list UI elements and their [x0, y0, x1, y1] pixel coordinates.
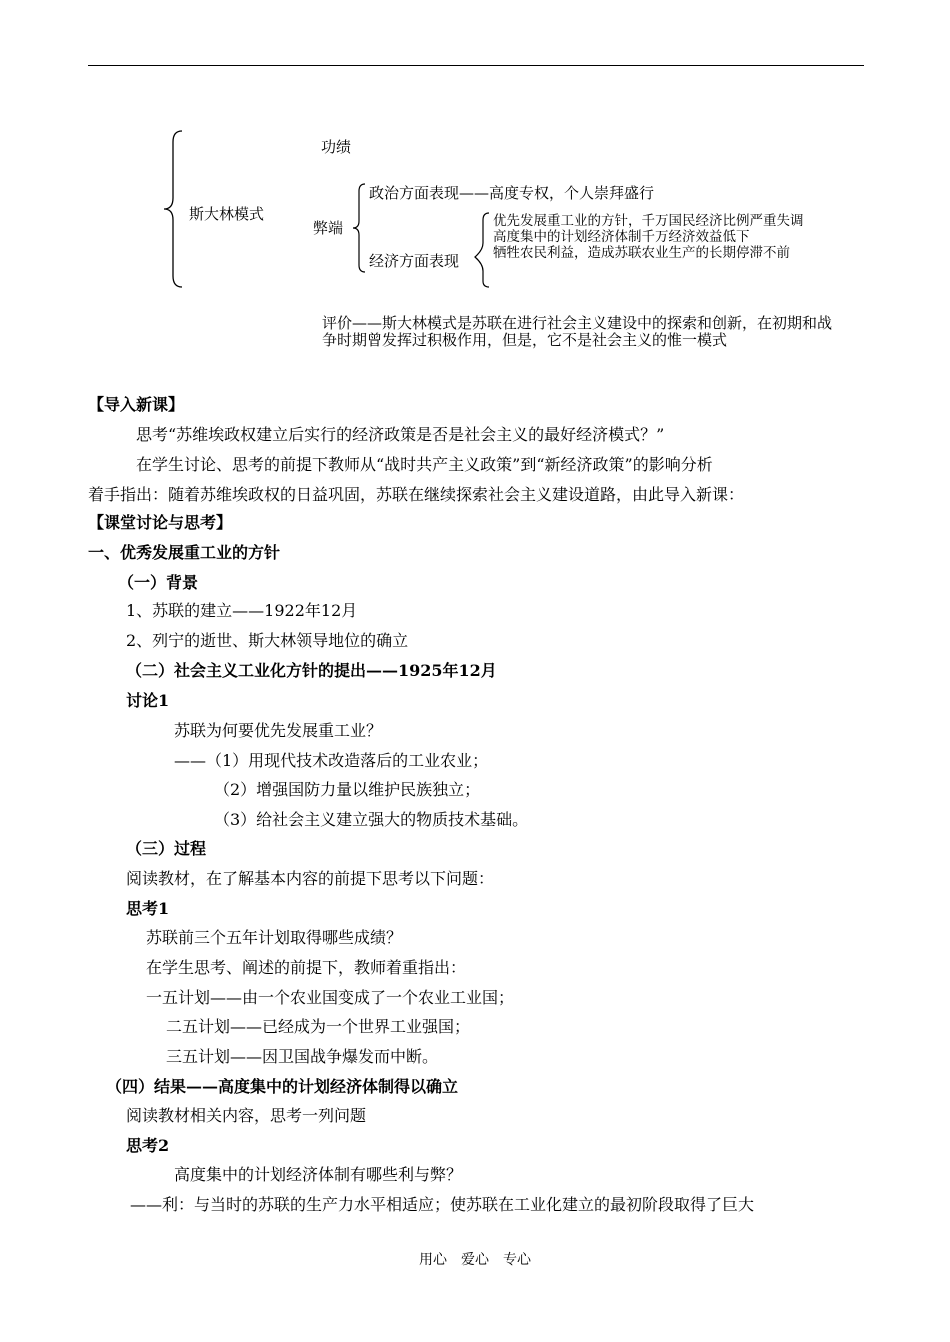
intro-paragraph-line-1: 在学生讨论、思考的前提下教师从“战时共产主义政策”到“新经济政策”的影响分析 [136, 455, 713, 474]
discussion-1-question: 苏联为何要优先发展重工业？ [174, 721, 383, 740]
plan-1: 一五计划——由一个农业国变成了一个农业工业国； [146, 988, 515, 1007]
header-rule [88, 65, 864, 66]
discussion-1-answer-3: （3）给社会主义建立强大的物质技术基础。 [214, 810, 529, 829]
subsection-process: （三）过程 [126, 839, 207, 858]
drawback-brace [351, 183, 367, 273]
background-item-2: 2、列宁的逝世、斯大林领导地位的确立 [126, 631, 409, 650]
subsection-policy: （二）社会主义工业化方针的提出——1925年12月 [126, 661, 497, 680]
background-item-1: 1、苏联的建立——1922年12月 [126, 601, 358, 620]
main-brace [162, 130, 186, 288]
diagram-economic: 经济方面表现 [369, 252, 460, 270]
economic-item-1: 优先发展重工业的方针，千万国民经济比例严重失调 [493, 213, 804, 229]
plan-2: 二五计划——已经成为一个世界工业强国； [166, 1017, 471, 1036]
discussion-heading: 【课堂讨论与思考】 [88, 513, 233, 532]
economic-brace [469, 212, 491, 288]
think-2-answer: ——利：与当时的苏联的生产力水平相适应；使苏联在工业化建立的最初阶段取得了巨大 [130, 1195, 755, 1214]
subsection-result: （四）结果——高度集中的计划经济体制得以确立 [106, 1077, 459, 1096]
intro-paragraph-line-2: 着手指出：随着苏维埃政权的日益巩固，苏联在继续探索社会主义建设道路，由此导入新课： [88, 485, 745, 504]
discussion-1-answer-2: （2）增强国防力量以维护民族独立； [214, 780, 481, 799]
intro-question: 思考“苏维埃政权建立后实行的经济政策是否是社会主义的最好经济模式？” [136, 425, 665, 444]
diagram-root: 斯大林模式 [189, 205, 265, 223]
subsection-background: （一）背景 [118, 573, 199, 592]
plan-3: 三五计划——因卫国战争爆发而中断。 [166, 1047, 439, 1066]
think-1-label: 思考1 [126, 899, 170, 918]
diagram-merit: 功绩 [321, 138, 352, 156]
evaluation-line-1: 评价——斯大林模式是苏联在进行社会主义建设中的探索和创新，在初期和战 [322, 314, 833, 332]
think-2-question: 高度集中的计划经济体制有哪些利与弊？ [174, 1165, 463, 1184]
section-1-title: 一、优秀发展重工业的方针 [88, 543, 281, 562]
think-2-label: 思考2 [126, 1136, 170, 1155]
diagram-drawback: 弊端 [313, 219, 344, 237]
intro-heading: 【导入新课】 [88, 395, 185, 414]
evaluation-line-2: 争时期曾发挥过积极作用，但是，它不是社会主义的惟一模式 [322, 331, 728, 349]
reading-instruction-2: 阅读教材相关内容，思考一列问题 [126, 1106, 367, 1125]
page-footer: 用心 爱心 专心 [419, 1252, 531, 1268]
reading-instruction-1: 阅读教材，在了解基本内容的前提下思考以下问题： [126, 869, 495, 888]
economic-item-3: 牺牲农民利益，造成苏联农业生产的长期停滞不前 [493, 245, 790, 261]
discussion-1-label: 讨论1 [126, 691, 170, 710]
economic-item-2: 高度集中的计划经济体制千万经济效益低下 [493, 229, 750, 245]
diagram-political: 政治方面表现——高度专权，个人崇拜盛行 [369, 184, 655, 202]
discussion-1-answer-1: ——（1）用现代技术改造落后的工业农业； [174, 751, 489, 770]
think-1-note: 在学生思考、阐述的前提下，教师着重指出： [146, 958, 467, 977]
think-1-question: 苏联前三个五年计划取得哪些成绩？ [146, 928, 403, 947]
